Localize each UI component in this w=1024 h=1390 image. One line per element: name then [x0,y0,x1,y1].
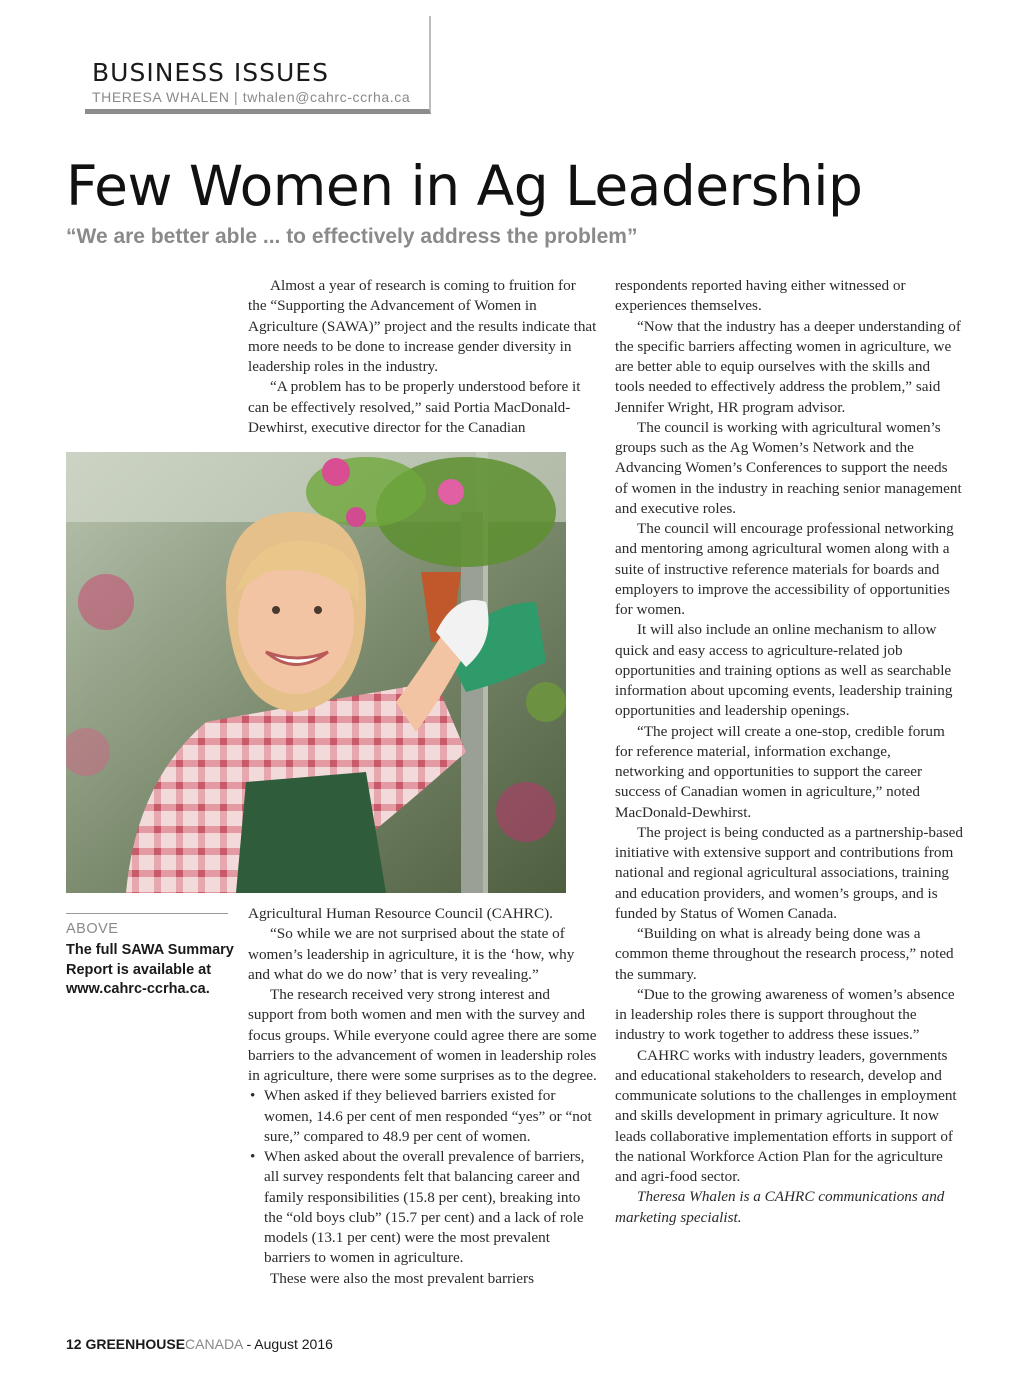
paragraph: respondents reported having either witnessed or experiences themselves. [615,277,906,315]
magazine-name: GREENHOUSE [85,1336,186,1352]
paragraph: “Building on what is already being done was a common theme throughout the research process,” noted the summary. [615,925,954,983]
paragraph: The council will encourage professional networking and mentoring among agricultural women along with a suite of instructive reference materials for boards and employers to improve the accessibility of opportunities for women. [615,520,954,618]
page-footer [66,1336,333,1352]
photo-caption: The full SAWA Summary Report is available at www.cahrc-ccrha.ca. [66,942,234,997]
column-2 [615,276,963,1228]
paragraph: “The project will create a one-stop, credible forum for reference material, information exchange, networking and opportunities to support the career success of Canadian women in agriculture,” noted MacDonald-Dewhirst. [615,722,945,821]
paragraph: “Now that the industry has a deeper understanding of the specific barriers affecting women in agriculture, we are better able to equip ourselves with the skills and tools needed to effectively address the problem,” said Jennifer Wright, HR program advisor. [615,317,961,416]
paragraph: These were also the most prevalent barriers [270,1269,534,1287]
paragraph: “Due to the growing awareness of women’s absence in leadership roles there is support throughout the industry to work together to address these issues.” [615,985,955,1044]
issue-date: - August 2016 [246,1336,333,1352]
author-credit: Theresa Whalen is a CAHRC communications and marketing specialist. [615,1188,945,1226]
paragraph: Almost a year of research is coming to fruition for the “Supporting the Advancement of Women in Agriculture (SAWA)” project and the results indicate that more needs to be done to increase gender diversity in leadership roles in the industry. [248,277,597,375]
caption-rule [66,913,228,914]
paragraph: CAHRC works with industry leaders, governments and educational stakeholders to research, develop and communicate solutions to the challenges in employment and skills development in primary agriculture. It now leads collaborative implementation efforts in support of the national Workforce Action Plan for the agriculture and agri-food sector. [615,1046,957,1185]
column-1-bottom [248,904,598,1289]
paragraph: The research received very strong interest and support from both women and men with the survey and focus groups. While everyone could agree there are some barriers to the advancement of women in leadership roles in agriculture, there were some surprises as to the degree. [248,986,597,1084]
magazine-name-light: CANADA [185,1336,243,1352]
article-title: Few Women in Ag Leadership [66,154,863,218]
survey-results-list [248,1086,598,1268]
paragraph: It will also include an online mechanism to allow quick and easy access to agriculture-related job opportunities and training options as well as searchable information about upcoming events, leadership training opportunities and leadership openings. [615,621,953,720]
paragraph: “A problem has to be properly understood before it can be effectively resolved,” said Portia MacDonald-Dewhirst, executive director for the Canadian [248,378,581,436]
page-number: 12 [66,1336,82,1352]
section-title: BUSINESS ISSUES [92,58,329,87]
article-photo [66,452,566,893]
author-byline: THERESA WHALEN | twhalen@cahrc-ccrha.ca [92,89,411,105]
caption-label: ABOVE [66,921,119,937]
column-1-top [248,276,598,438]
list-item: • When asked if they believed barriers existed for women, 14.6 per cent of men responded “yes” or “not sure,” compared to 48.9 per cent of women. [264,1086,598,1147]
paragraph: Agricultural Human Resource Council (CAHRC). [248,905,553,922]
list-item: • When asked about the overall prevalence of barriers, all survey respondents felt that balancing career and family responsibilities (15.8 per cent), breaking into the “old boys club” (15.7 per cent) and a lack of role models (13.1 per cent) were the most prevalent barriers to women in agriculture. [264,1147,598,1269]
gardener-illustration [66,452,566,893]
paragraph: The project is being conducted as a partnership-based initiative with extensive support and contributions from national and regional agricultural associations, training and education providers, and women’s groups, and is funded by Status of Women Canada. [615,823,963,922]
article-subtitle: “We are better able ... to effectively address the problem” [66,225,638,248]
paragraph: “So while we are not surprised about the state of women’s leadership in agriculture, it is the ‘how, why and what do we do now’ that is very revealing.” [248,925,575,983]
paragraph: The council is working with agricultural women’s groups such as the Ag Women’s Network and the Advancing Women’s Conferences to support the needs of women in the industry in reaching senior management and executive roles. [615,418,962,517]
